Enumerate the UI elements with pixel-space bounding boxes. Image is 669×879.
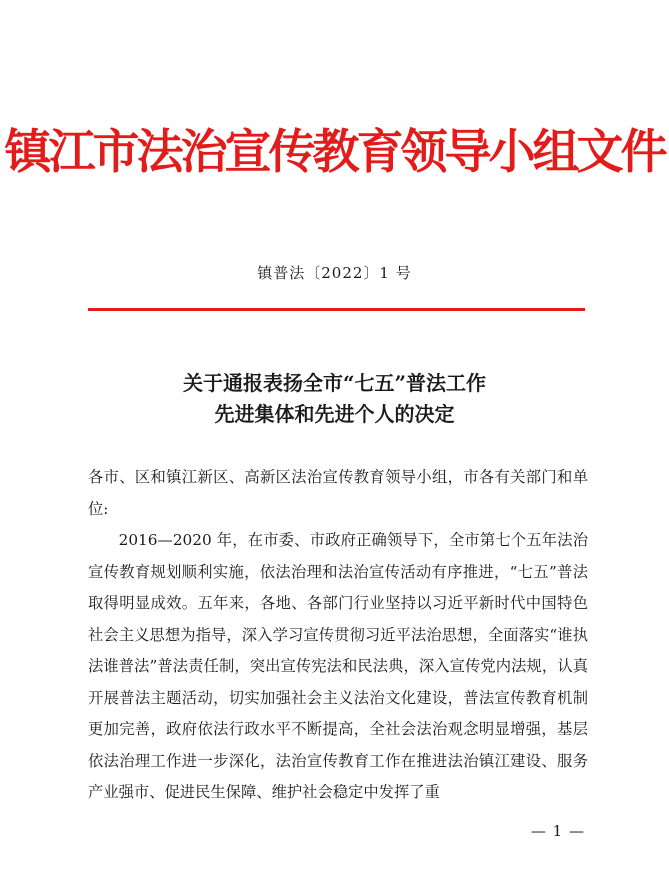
document-body — [88, 462, 588, 809]
decision-title — [0, 368, 669, 430]
red-divider-line — [88, 308, 585, 311]
body-paragraph-1: 2016—2020 年，在市委、市政府正确领导下，全市第七个五年法治宣传教育规划顺利实施，依法治理和法治宣传活动有序推进，“七五”普法取得明显成效。五年来，各地、各部门行业坚持以习近平新时代中国特色社会主义思想为指导，深入学习宣传贯彻习近平法治思想，全面落实“谁执法谁普法”普法责任制，突出宣传宪法和民法典，深入宣传党内法规，认真开展普法主题活动，切实加强社会主义法治文化建设，普法宣传教育机制更加完善，政府依法行政水平不断提高，全社会法治观念明显增强，基层依法治理工作进一步深化，法治宣传教育工作在推进法治镇江建设、服务产业强市、促进民生保障、维护社会稳定中发挥了重 — [88, 531, 588, 801]
issuer-header-title: 镇江市法治宣传教育领导小组文件 — [4, 125, 665, 180]
page-number: — 1 — — [530, 822, 585, 840]
decision-title-line-1: 关于通报表扬全市“七五”普法工作 — [182, 371, 486, 395]
document-number: 镇普法〔2022〕1 号 — [257, 264, 412, 282]
decision-title-line-2: 先进集体和先进个人的决定 — [214, 402, 455, 426]
salutation: 各市、区和镇江新区、高新区法治宣传教育领导小组，市各有关部门和单位: — [88, 468, 588, 518]
